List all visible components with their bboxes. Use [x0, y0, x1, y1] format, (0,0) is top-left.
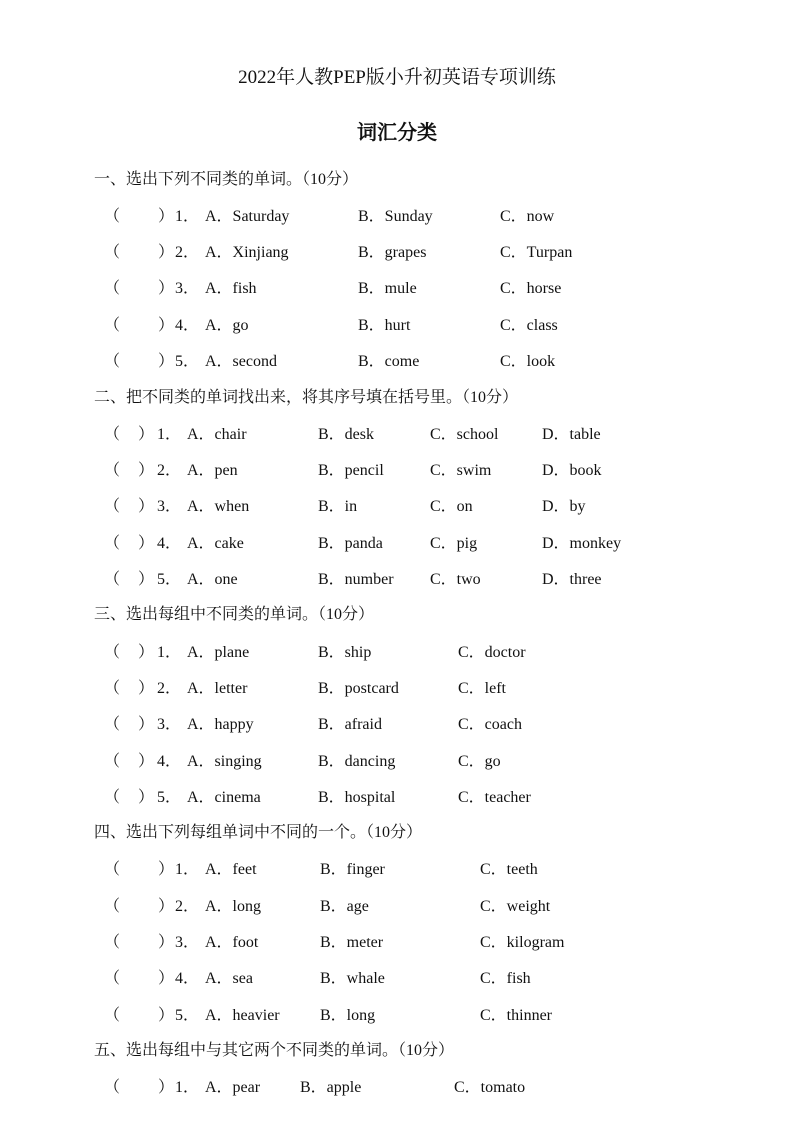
- question-row: [0, 711, 794, 733]
- option-b: B．desk: [318, 426, 375, 443]
- question-number: 2．: [175, 898, 200, 915]
- option-c: C．weight: [480, 898, 551, 915]
- answer-blank-open[interactable]: （: [104, 934, 121, 951]
- question-row: [0, 965, 794, 987]
- question-row: [0, 530, 794, 552]
- question-number: 1．: [157, 644, 182, 661]
- option-b: B．age: [320, 898, 369, 915]
- answer-blank-close: ）: [138, 462, 155, 479]
- answer-blank-close: ）: [138, 716, 155, 733]
- option-b: B．come: [358, 353, 420, 370]
- answer-blank-open[interactable]: （: [104, 789, 121, 806]
- option-a: A．fish: [205, 280, 257, 297]
- answer-blank-close: ）: [158, 970, 175, 987]
- option-a: A．happy: [187, 716, 254, 733]
- option-b: B．in: [318, 498, 358, 515]
- answer-blank-close: ）: [138, 498, 155, 515]
- question-row: [0, 203, 794, 225]
- option-b: B．hurt: [358, 317, 411, 334]
- answer-blank-close: ）: [158, 1079, 175, 1096]
- option-a: A．Xinjiang: [205, 244, 289, 261]
- option-b: B．long: [320, 1007, 376, 1024]
- option-a: A．letter: [187, 680, 248, 697]
- answer-blank-close: ）: [138, 644, 155, 661]
- section-heading: 五、选出每组中与其它两个不同类的单词。（10分）: [94, 1042, 455, 1059]
- option-d: D．book: [542, 462, 602, 479]
- option-c: C．thinner: [480, 1007, 552, 1024]
- answer-blank-open[interactable]: （: [104, 680, 121, 697]
- option-d: D．monkey: [542, 535, 622, 552]
- option-b: B．postcard: [318, 680, 399, 697]
- answer-blank-open[interactable]: （: [104, 244, 121, 261]
- page-title: 2022年人教PEP版小升初英语专项训练: [238, 67, 556, 88]
- question-number: 3．: [175, 280, 200, 297]
- option-c: C．pig: [430, 535, 478, 552]
- question-row: [0, 639, 794, 661]
- option-c: C．teeth: [480, 861, 538, 878]
- question-number: 1．: [157, 426, 182, 443]
- question-number: 2．: [157, 680, 182, 697]
- option-c: C．class: [500, 317, 558, 334]
- option-a: A．pear: [205, 1079, 261, 1096]
- option-a: A．plane: [187, 644, 250, 661]
- question-row: [0, 312, 794, 334]
- option-c: C．two: [430, 571, 481, 588]
- option-a: A．long: [205, 898, 262, 915]
- option-c: C．doctor: [458, 644, 526, 661]
- question-row: [0, 493, 794, 515]
- question-row: [0, 784, 794, 806]
- answer-blank-close: ）: [158, 208, 175, 225]
- question-row: [0, 348, 794, 370]
- answer-blank-open[interactable]: （: [104, 462, 121, 479]
- answer-blank-open[interactable]: （: [104, 1007, 121, 1024]
- option-a: A．second: [205, 353, 277, 370]
- option-b: B．afraid: [318, 716, 382, 733]
- question-row: [0, 239, 794, 261]
- question-number: 5．: [175, 1007, 200, 1024]
- question-number: 3．: [157, 498, 182, 515]
- answer-blank-open[interactable]: （: [104, 208, 121, 225]
- question-number: 5．: [157, 789, 182, 806]
- section-heading: 二、把不同类的单词找出来，将其序号填在括号里。（10分）: [94, 389, 519, 406]
- question-number: 5．: [175, 353, 200, 370]
- option-b: B．meter: [320, 934, 384, 951]
- question-row: [0, 1002, 794, 1024]
- answer-blank-close: ）: [158, 861, 175, 878]
- option-c: C．coach: [458, 716, 522, 733]
- question-number: 1．: [175, 1079, 200, 1096]
- option-d: D．three: [542, 571, 602, 588]
- answer-blank-close: ）: [138, 680, 155, 697]
- option-a: A．heavier: [205, 1007, 280, 1024]
- question-row: [0, 893, 794, 915]
- answer-blank-open[interactable]: （: [104, 426, 121, 443]
- option-d: D．by: [542, 498, 586, 515]
- option-a: A．pen: [187, 462, 238, 479]
- answer-blank-open[interactable]: （: [104, 753, 121, 770]
- answer-blank-open[interactable]: （: [104, 498, 121, 515]
- option-c: C．horse: [500, 280, 562, 297]
- answer-blank-open[interactable]: （: [104, 535, 121, 552]
- question-row: [0, 675, 794, 697]
- option-b: B．panda: [318, 535, 383, 552]
- option-b: B．apple: [300, 1079, 362, 1096]
- section-heading: 四、选出下列每组单词中不同的一个。（10分）: [94, 824, 423, 841]
- section-heading: 一、选出下列不同类的单词。（10分）: [94, 171, 359, 188]
- option-c: C．kilogram: [480, 934, 565, 951]
- question-number: 3．: [175, 934, 200, 951]
- option-b: B．whale: [320, 970, 385, 987]
- answer-blank-close: ）: [138, 753, 155, 770]
- option-a: A．feet: [205, 861, 257, 878]
- question-row: [0, 421, 794, 443]
- option-c: C．Turpan: [500, 244, 573, 261]
- question-row: [0, 1074, 794, 1096]
- question-number: 3．: [157, 716, 182, 733]
- section-heading: 三、选出每组中不同类的单词。（10分）: [94, 606, 375, 623]
- page-subtitle: 词汇分类: [357, 120, 437, 144]
- answer-blank-open[interactable]: （: [104, 716, 121, 733]
- option-b: B．number: [318, 571, 394, 588]
- question-number: 4．: [157, 753, 182, 770]
- option-b: B．ship: [318, 644, 372, 661]
- answer-blank-close: ）: [158, 317, 175, 334]
- option-a: A．cake: [187, 535, 244, 552]
- option-d: D．table: [542, 426, 601, 443]
- answer-blank-open[interactable]: （: [104, 353, 121, 370]
- answer-blank-close: ）: [138, 789, 155, 806]
- question-row: [0, 275, 794, 297]
- answer-blank-close: ）: [138, 535, 155, 552]
- option-a: A．sea: [205, 970, 253, 987]
- answer-blank-close: ）: [158, 898, 175, 915]
- option-a: A．chair: [187, 426, 247, 443]
- option-a: A．Saturday: [205, 208, 290, 225]
- option-c: C．go: [458, 753, 501, 770]
- option-b: B．finger: [320, 861, 385, 878]
- option-c: C．left: [458, 680, 506, 697]
- option-c: C．look: [500, 353, 556, 370]
- answer-blank-close: ）: [158, 353, 175, 370]
- answer-blank-close: ）: [158, 280, 175, 297]
- question-number: 5．: [157, 571, 182, 588]
- option-b: B．grapes: [358, 244, 427, 261]
- question-number: 4．: [157, 535, 182, 552]
- answer-blank-open[interactable]: （: [104, 644, 121, 661]
- option-a: A．when: [187, 498, 250, 515]
- option-c: C．tomato: [454, 1079, 526, 1096]
- option-a: A．one: [187, 571, 238, 588]
- option-c: C．school: [430, 426, 499, 443]
- answer-blank-open[interactable]: （: [104, 280, 121, 297]
- option-c: C．teacher: [458, 789, 531, 806]
- answer-blank-open[interactable]: （: [104, 571, 121, 588]
- question-number: 1．: [175, 208, 200, 225]
- option-b: B．Sunday: [358, 208, 433, 225]
- question-row: [0, 856, 794, 878]
- option-b: B．hospital: [318, 789, 396, 806]
- question-row: [0, 566, 794, 588]
- answer-blank-close: ）: [158, 1007, 175, 1024]
- answer-blank-close: ）: [138, 571, 155, 588]
- answer-blank-open[interactable]: （: [104, 970, 121, 987]
- question-number: 1．: [175, 861, 200, 878]
- question-row: [0, 457, 794, 479]
- option-c: C．on: [430, 498, 473, 515]
- option-b: B．pencil: [318, 462, 384, 479]
- option-c: C．swim: [430, 462, 492, 479]
- answer-blank-close: ）: [138, 426, 155, 443]
- answer-blank-open[interactable]: （: [104, 898, 121, 915]
- option-b: B．dancing: [318, 753, 396, 770]
- answer-blank-open[interactable]: （: [104, 861, 121, 878]
- option-b: B．mule: [358, 280, 417, 297]
- answer-blank-close: ）: [158, 934, 175, 951]
- answer-blank-open[interactable]: （: [104, 1079, 121, 1096]
- question-row: [0, 748, 794, 770]
- question-row: [0, 929, 794, 951]
- option-c: C．fish: [480, 970, 531, 987]
- option-a: A．cinema: [187, 789, 261, 806]
- option-a: A．foot: [205, 934, 259, 951]
- option-c: C．now: [500, 208, 555, 225]
- option-a: A．go: [205, 317, 249, 334]
- question-number: 2．: [175, 244, 200, 261]
- option-a: A．singing: [187, 753, 262, 770]
- question-number: 4．: [175, 317, 200, 334]
- answer-blank-close: ）: [158, 244, 175, 261]
- question-number: 4．: [175, 970, 200, 987]
- question-number: 2．: [157, 462, 182, 479]
- answer-blank-open[interactable]: （: [104, 317, 121, 334]
